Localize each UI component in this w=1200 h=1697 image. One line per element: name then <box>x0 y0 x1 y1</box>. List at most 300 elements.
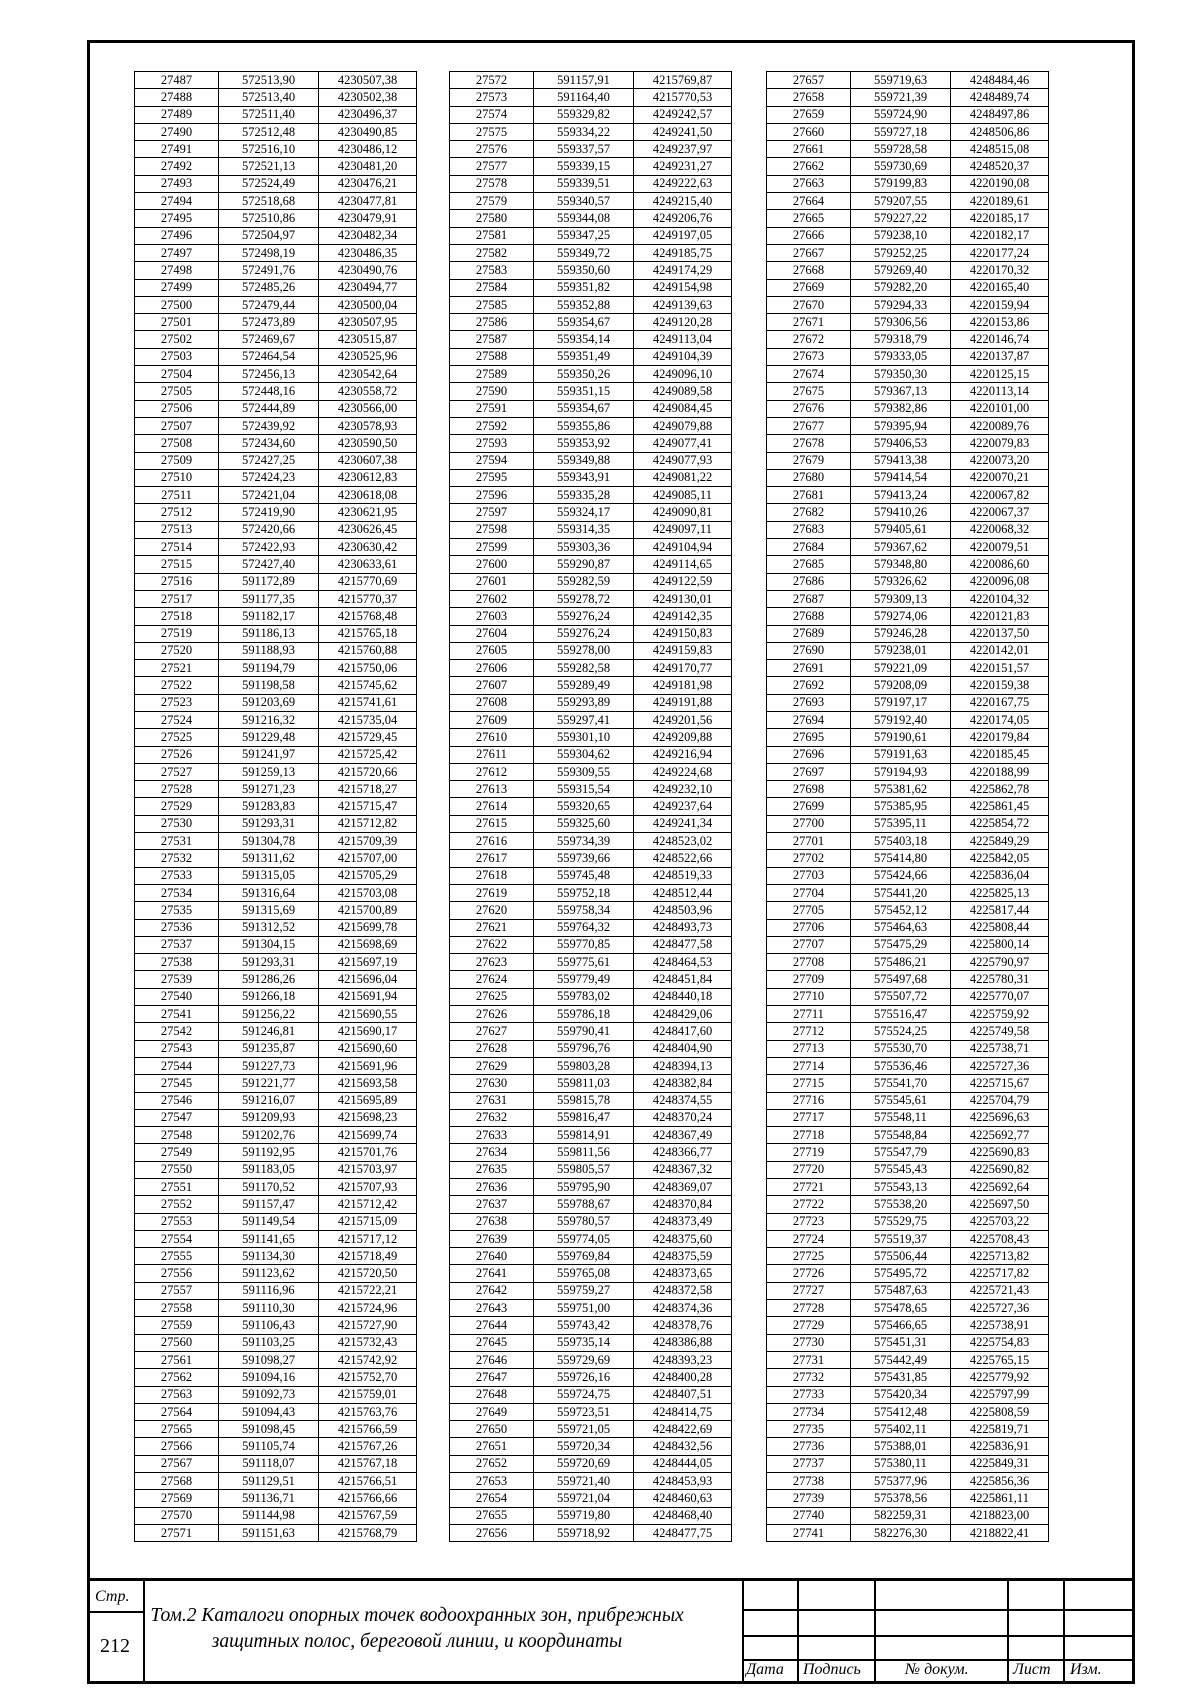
x-coordinate-cell: 559815,78 <box>534 1092 634 1109</box>
point-id-cell: 27519 <box>135 625 219 642</box>
x-coordinate-cell: 575431,85 <box>851 1369 951 1386</box>
point-id-cell: 27558 <box>135 1300 219 1317</box>
x-coordinate-cell: 559795,90 <box>534 1179 634 1196</box>
table-row <box>450 954 732 971</box>
table-row <box>135 123 417 140</box>
point-id-cell: 27615 <box>450 815 534 832</box>
point-id-cell: 27500 <box>135 296 219 313</box>
x-coordinate-cell: 572444,89 <box>219 400 319 417</box>
y-coordinate-cell: 4249231,27 <box>634 158 732 175</box>
point-id-cell: 27513 <box>135 521 219 538</box>
table-row <box>767 1006 1049 1023</box>
y-coordinate-cell: 4249241,50 <box>634 123 732 140</box>
y-coordinate-cell: 4220179,84 <box>951 729 1049 746</box>
table-row <box>135 1075 417 1092</box>
change-label: Изм. <box>1070 1661 1102 1678</box>
table-row <box>767 141 1049 158</box>
y-coordinate-cell: 4249185,75 <box>634 244 732 261</box>
y-coordinate-cell: 4215732,43 <box>319 1334 417 1351</box>
y-coordinate-cell: 4215763,76 <box>319 1403 417 1420</box>
table-row <box>767 1403 1049 1420</box>
y-coordinate-cell: 4249090,81 <box>634 504 732 521</box>
table-row <box>135 694 417 711</box>
y-coordinate-cell: 4249114,65 <box>634 556 732 573</box>
point-id-cell: 27507 <box>135 417 219 434</box>
point-id-cell: 27576 <box>450 141 534 158</box>
y-coordinate-cell: 4215697,19 <box>319 954 417 971</box>
table-row <box>450 798 732 815</box>
y-coordinate-cell: 4230612,83 <box>319 469 417 486</box>
x-coordinate-cell: 575545,43 <box>851 1161 951 1178</box>
y-coordinate-cell: 4220188,99 <box>951 763 1049 780</box>
y-coordinate-cell: 4215690,17 <box>319 1023 417 1040</box>
point-id-cell: 27548 <box>135 1127 219 1144</box>
y-coordinate-cell: 4248366,77 <box>634 1144 732 1161</box>
y-coordinate-cell: 4248522,66 <box>634 850 732 867</box>
point-id-cell: 27518 <box>135 608 219 625</box>
x-coordinate-cell: 579382,86 <box>851 400 951 417</box>
table-row <box>450 1144 732 1161</box>
point-id-cell: 27674 <box>767 366 851 383</box>
point-id-cell: 27728 <box>767 1300 851 1317</box>
y-coordinate-cell: 4225765,15 <box>951 1351 1049 1368</box>
point-id-cell: 27608 <box>450 694 534 711</box>
point-id-cell: 27546 <box>135 1092 219 1109</box>
table-row <box>135 642 417 659</box>
point-id-cell: 27724 <box>767 1230 851 1247</box>
x-coordinate-cell: 559354,14 <box>534 331 634 348</box>
x-coordinate-cell: 591315,05 <box>219 867 319 884</box>
x-coordinate-cell: 559339,51 <box>534 175 634 192</box>
point-id-cell: 27525 <box>135 729 219 746</box>
table-row <box>450 331 732 348</box>
y-coordinate-cell: 4230486,35 <box>319 244 417 261</box>
table-row <box>767 1490 1049 1507</box>
y-coordinate-cell: 4220068,32 <box>951 521 1049 538</box>
y-coordinate-cell: 4248393,23 <box>634 1351 732 1368</box>
table-row <box>450 348 732 365</box>
table-row <box>767 469 1049 486</box>
y-coordinate-cell: 4248378,76 <box>634 1317 732 1334</box>
table-row <box>767 988 1049 1005</box>
table-row <box>135 521 417 538</box>
point-id-cell: 27641 <box>450 1265 534 1282</box>
point-id-cell: 27691 <box>767 660 851 677</box>
point-id-cell: 27666 <box>767 227 851 244</box>
table-row <box>767 210 1049 227</box>
table-row <box>135 452 417 469</box>
table-row <box>450 141 732 158</box>
table-row <box>767 89 1049 106</box>
point-id-cell: 27688 <box>767 608 851 625</box>
x-coordinate-cell: 559788,67 <box>534 1196 634 1213</box>
y-coordinate-cell: 4215770,37 <box>319 590 417 607</box>
y-coordinate-cell: 4230618,08 <box>319 487 417 504</box>
coordinates-table-right <box>766 71 1049 1542</box>
table-row <box>767 331 1049 348</box>
point-id-cell: 27714 <box>767 1057 851 1074</box>
x-coordinate-cell: 559765,08 <box>534 1265 634 1282</box>
point-id-cell: 27551 <box>135 1179 219 1196</box>
point-id-cell: 27647 <box>450 1369 534 1386</box>
y-coordinate-cell: 4215770,69 <box>319 573 417 590</box>
point-id-cell: 27569 <box>135 1490 219 1507</box>
x-coordinate-cell: 579207,55 <box>851 193 951 210</box>
y-coordinate-cell: 4248417,60 <box>634 1023 732 1040</box>
point-id-cell: 27625 <box>450 988 534 1005</box>
x-coordinate-cell: 559721,39 <box>851 89 951 106</box>
x-coordinate-cell: 591098,45 <box>219 1421 319 1438</box>
table-row <box>450 1057 732 1074</box>
y-coordinate-cell: 4225861,45 <box>951 798 1049 815</box>
x-coordinate-cell: 559278,00 <box>534 642 634 659</box>
x-coordinate-cell: 559719,80 <box>534 1507 634 1524</box>
point-id-cell: 27629 <box>450 1057 534 1074</box>
x-coordinate-cell: 591129,51 <box>219 1473 319 1490</box>
x-coordinate-cell: 591286,26 <box>219 971 319 988</box>
point-id-cell: 27587 <box>450 331 534 348</box>
x-coordinate-cell: 591177,35 <box>219 590 319 607</box>
table-row <box>450 729 732 746</box>
x-coordinate-cell: 559350,26 <box>534 366 634 383</box>
table-row <box>135 746 417 763</box>
point-id-cell: 27634 <box>450 1144 534 1161</box>
table-row <box>450 72 732 89</box>
y-coordinate-cell: 4249077,41 <box>634 435 732 452</box>
point-id-cell: 27505 <box>135 383 219 400</box>
x-coordinate-cell: 575529,75 <box>851 1213 951 1230</box>
y-coordinate-cell: 4230621,95 <box>319 504 417 521</box>
x-coordinate-cell: 591259,13 <box>219 763 319 780</box>
point-id-cell: 27496 <box>135 227 219 244</box>
y-coordinate-cell: 4248374,36 <box>634 1300 732 1317</box>
table-row <box>135 487 417 504</box>
y-coordinate-cell: 4248369,07 <box>634 1179 732 1196</box>
point-id-cell: 27737 <box>767 1455 851 1472</box>
point-id-cell: 27739 <box>767 1490 851 1507</box>
y-coordinate-cell: 4220185,17 <box>951 210 1049 227</box>
y-coordinate-cell: 4220189,61 <box>951 193 1049 210</box>
point-id-cell: 27638 <box>450 1213 534 1230</box>
x-coordinate-cell: 575487,63 <box>851 1282 951 1299</box>
point-id-cell: 27491 <box>135 141 219 158</box>
y-coordinate-cell: 4248374,55 <box>634 1092 732 1109</box>
x-coordinate-cell: 559786,18 <box>534 1006 634 1023</box>
y-coordinate-cell: 4215715,09 <box>319 1213 417 1230</box>
y-coordinate-cell: 4215750,06 <box>319 660 417 677</box>
x-coordinate-cell: 559779,49 <box>534 971 634 988</box>
x-coordinate-cell: 559297,41 <box>534 711 634 728</box>
point-id-cell: 27719 <box>767 1144 851 1161</box>
table-row <box>767 487 1049 504</box>
table-row <box>767 521 1049 538</box>
coordinates-table-middle <box>449 71 732 1542</box>
x-coordinate-cell: 591103,25 <box>219 1334 319 1351</box>
point-id-cell: 27637 <box>450 1196 534 1213</box>
point-id-cell: 27717 <box>767 1109 851 1126</box>
point-id-cell: 27670 <box>767 296 851 313</box>
y-coordinate-cell: 4215720,66 <box>319 763 417 780</box>
x-coordinate-cell: 559276,24 <box>534 608 634 625</box>
y-coordinate-cell: 4249139,63 <box>634 296 732 313</box>
page-label: Стр. <box>95 1588 130 1605</box>
y-coordinate-cell: 4225836,91 <box>951 1438 1049 1455</box>
table-row <box>767 694 1049 711</box>
table-row <box>135 244 417 261</box>
table-row <box>135 210 417 227</box>
point-id-cell: 27659 <box>767 106 851 123</box>
point-id-cell: 27501 <box>135 314 219 331</box>
y-coordinate-cell: 4230476,21 <box>319 175 417 192</box>
x-coordinate-cell: 591304,15 <box>219 936 319 953</box>
y-coordinate-cell: 4215729,45 <box>319 729 417 746</box>
y-coordinate-cell: 4220137,87 <box>951 348 1049 365</box>
point-id-cell: 27498 <box>135 262 219 279</box>
table-row <box>135 1300 417 1317</box>
point-id-cell: 27628 <box>450 1040 534 1057</box>
point-id-cell: 27660 <box>767 123 851 140</box>
x-coordinate-cell: 579197,17 <box>851 694 951 711</box>
x-coordinate-cell: 591227,73 <box>219 1057 319 1074</box>
y-coordinate-cell: 4230479,91 <box>319 210 417 227</box>
y-coordinate-cell: 4230477,81 <box>319 193 417 210</box>
x-coordinate-cell: 579282,20 <box>851 279 951 296</box>
y-coordinate-cell: 4248400,28 <box>634 1369 732 1386</box>
point-id-cell: 27584 <box>450 279 534 296</box>
y-coordinate-cell: 4225849,31 <box>951 1455 1049 1472</box>
y-coordinate-cell: 4248367,32 <box>634 1161 732 1178</box>
point-id-cell: 27526 <box>135 746 219 763</box>
table-row <box>135 331 417 348</box>
point-id-cell: 27509 <box>135 452 219 469</box>
x-coordinate-cell: 579306,56 <box>851 314 951 331</box>
table-row <box>767 366 1049 383</box>
x-coordinate-cell: 559309,55 <box>534 763 634 780</box>
x-coordinate-cell: 591209,93 <box>219 1109 319 1126</box>
x-coordinate-cell: 591144,98 <box>219 1507 319 1524</box>
x-coordinate-cell: 591283,83 <box>219 798 319 815</box>
y-coordinate-cell: 4249085,11 <box>634 487 732 504</box>
point-id-cell: 27687 <box>767 590 851 607</box>
y-coordinate-cell: 4220151,57 <box>951 660 1049 677</box>
point-id-cell: 27583 <box>450 262 534 279</box>
table-row <box>450 1196 732 1213</box>
table-row <box>450 971 732 988</box>
x-coordinate-cell: 559745,48 <box>534 867 634 884</box>
table-row <box>767 123 1049 140</box>
y-coordinate-cell: 4249222,63 <box>634 175 732 192</box>
x-coordinate-cell: 559724,90 <box>851 106 951 123</box>
table-row <box>767 1196 1049 1213</box>
table-row <box>767 902 1049 919</box>
point-id-cell: 27658 <box>767 89 851 106</box>
table-row <box>450 1438 732 1455</box>
x-coordinate-cell: 572421,04 <box>219 487 319 504</box>
x-coordinate-cell: 591311,62 <box>219 850 319 867</box>
table-row <box>135 573 417 590</box>
table-row <box>767 798 1049 815</box>
x-coordinate-cell: 575541,70 <box>851 1075 951 1092</box>
point-id-cell: 27736 <box>767 1438 851 1455</box>
table-row <box>135 1351 417 1368</box>
point-id-cell: 27537 <box>135 936 219 953</box>
x-coordinate-cell: 591266,18 <box>219 988 319 1005</box>
table-row <box>135 504 417 521</box>
x-coordinate-cell: 559751,00 <box>534 1300 634 1317</box>
y-coordinate-cell: 4215707,93 <box>319 1179 417 1196</box>
y-coordinate-cell: 4248370,24 <box>634 1109 732 1126</box>
table-row <box>135 348 417 365</box>
y-coordinate-cell: 4215690,60 <box>319 1040 417 1057</box>
y-coordinate-cell: 4248503,96 <box>634 902 732 919</box>
x-coordinate-cell: 559721,05 <box>534 1421 634 1438</box>
x-coordinate-cell: 575412,48 <box>851 1403 951 1420</box>
y-coordinate-cell: 4215765,18 <box>319 625 417 642</box>
x-coordinate-cell: 575414,80 <box>851 850 951 867</box>
table-row <box>450 244 732 261</box>
table-row <box>767 314 1049 331</box>
signature-label: Подпись <box>803 1661 861 1678</box>
y-coordinate-cell: 4248451,84 <box>634 971 732 988</box>
table-row <box>135 279 417 296</box>
document-title: Том.2 Каталоги опорных точек водоохранных зон, прибрежных защитных полос, береговой линии, и координаты <box>150 1605 684 1652</box>
y-coordinate-cell: 4220121,83 <box>951 608 1049 625</box>
y-coordinate-cell: 4249197,05 <box>634 227 732 244</box>
point-id-cell: 27577 <box>450 158 534 175</box>
x-coordinate-cell: 579413,38 <box>851 452 951 469</box>
point-id-cell: 27630 <box>450 1075 534 1092</box>
x-coordinate-cell: 575424,66 <box>851 867 951 884</box>
y-coordinate-cell: 4249191,88 <box>634 694 732 711</box>
x-coordinate-cell: 579318,79 <box>851 331 951 348</box>
point-id-cell: 27678 <box>767 435 851 452</box>
x-coordinate-cell: 559352,88 <box>534 296 634 313</box>
point-id-cell: 27627 <box>450 1023 534 1040</box>
point-id-cell: 27698 <box>767 781 851 798</box>
x-coordinate-cell: 572422,93 <box>219 539 319 556</box>
y-coordinate-cell: 4215725,42 <box>319 746 417 763</box>
y-coordinate-cell: 4230486,12 <box>319 141 417 158</box>
y-coordinate-cell: 4248375,60 <box>634 1230 732 1247</box>
table-row <box>450 833 732 850</box>
x-coordinate-cell: 591235,87 <box>219 1040 319 1057</box>
y-coordinate-cell: 4248515,08 <box>951 141 1049 158</box>
table-row <box>450 590 732 607</box>
y-coordinate-cell: 4248493,73 <box>634 919 732 936</box>
x-coordinate-cell: 559769,84 <box>534 1248 634 1265</box>
y-coordinate-cell: 4249079,88 <box>634 417 732 434</box>
y-coordinate-cell: 4230500,04 <box>319 296 417 313</box>
x-coordinate-cell: 591094,43 <box>219 1403 319 1420</box>
point-id-cell: 27545 <box>135 1075 219 1092</box>
x-coordinate-cell: 559775,61 <box>534 954 634 971</box>
point-id-cell: 27541 <box>135 1006 219 1023</box>
point-id-cell: 27579 <box>450 193 534 210</box>
x-coordinate-cell: 559324,17 <box>534 504 634 521</box>
page-number: 212 <box>100 1635 130 1657</box>
table-row <box>450 936 732 953</box>
point-id-cell: 27517 <box>135 590 219 607</box>
x-coordinate-cell: 591105,74 <box>219 1438 319 1455</box>
y-coordinate-cell: 4230558,72 <box>319 383 417 400</box>
table-row <box>767 677 1049 694</box>
x-coordinate-cell: 559339,15 <box>534 158 634 175</box>
table-row <box>767 815 1049 832</box>
x-coordinate-cell: 572516,10 <box>219 141 319 158</box>
table-row <box>767 504 1049 521</box>
point-id-cell: 27533 <box>135 867 219 884</box>
table-row <box>135 417 417 434</box>
table-row <box>767 1369 1049 1386</box>
point-id-cell: 27573 <box>450 89 534 106</box>
point-id-cell: 27559 <box>135 1317 219 1334</box>
y-coordinate-cell: 4249077,93 <box>634 452 732 469</box>
x-coordinate-cell: 575548,11 <box>851 1109 951 1126</box>
y-coordinate-cell: 4230494,77 <box>319 279 417 296</box>
table-row <box>450 1213 732 1230</box>
y-coordinate-cell: 4230542,64 <box>319 366 417 383</box>
y-coordinate-cell: 4220089,76 <box>951 417 1049 434</box>
point-id-cell: 27612 <box>450 763 534 780</box>
y-coordinate-cell: 4249181,98 <box>634 677 732 694</box>
table-row <box>135 158 417 175</box>
x-coordinate-cell: 591164,40 <box>534 89 634 106</box>
table-row <box>767 417 1049 434</box>
table-row <box>767 729 1049 746</box>
point-id-cell: 27704 <box>767 884 851 901</box>
table-row <box>135 1144 417 1161</box>
table-row <box>135 227 417 244</box>
x-coordinate-cell: 579309,13 <box>851 590 951 607</box>
x-coordinate-cell: 559764,32 <box>534 919 634 936</box>
point-id-cell: 27564 <box>135 1403 219 1420</box>
point-id-cell: 27619 <box>450 884 534 901</box>
table-row <box>450 383 732 400</box>
point-id-cell: 27626 <box>450 1006 534 1023</box>
y-coordinate-cell: 4225825,13 <box>951 884 1049 901</box>
y-coordinate-cell: 4248370,84 <box>634 1196 732 1213</box>
point-id-cell: 27607 <box>450 677 534 694</box>
x-coordinate-cell: 559351,49 <box>534 348 634 365</box>
x-coordinate-cell: 559726,16 <box>534 1369 634 1386</box>
point-id-cell: 27596 <box>450 487 534 504</box>
point-id-cell: 27494 <box>135 193 219 210</box>
point-id-cell: 27497 <box>135 244 219 261</box>
point-id-cell: 27605 <box>450 642 534 659</box>
x-coordinate-cell: 572498,19 <box>219 244 319 261</box>
y-coordinate-cell: 4225690,83 <box>951 1144 1049 1161</box>
y-coordinate-cell: 4225780,31 <box>951 971 1049 988</box>
y-coordinate-cell: 4225692,77 <box>951 1127 1049 1144</box>
x-coordinate-cell: 579192,40 <box>851 711 951 728</box>
point-id-cell: 27723 <box>767 1213 851 1230</box>
point-id-cell: 27490 <box>135 123 219 140</box>
x-coordinate-cell: 575495,72 <box>851 1265 951 1282</box>
x-coordinate-cell: 559780,57 <box>534 1213 634 1230</box>
table-row <box>450 1490 732 1507</box>
point-id-cell: 27617 <box>450 850 534 867</box>
point-id-cell: 27555 <box>135 1248 219 1265</box>
x-coordinate-cell: 591194,79 <box>219 660 319 677</box>
table-row <box>450 1282 732 1299</box>
y-coordinate-cell: 4225797,99 <box>951 1386 1049 1403</box>
y-coordinate-cell: 4248372,58 <box>634 1282 732 1299</box>
x-coordinate-cell: 559728,58 <box>851 141 951 158</box>
y-coordinate-cell: 4220177,24 <box>951 244 1049 261</box>
table-row <box>450 296 732 313</box>
table-row <box>767 279 1049 296</box>
x-coordinate-cell: 559739,66 <box>534 850 634 867</box>
